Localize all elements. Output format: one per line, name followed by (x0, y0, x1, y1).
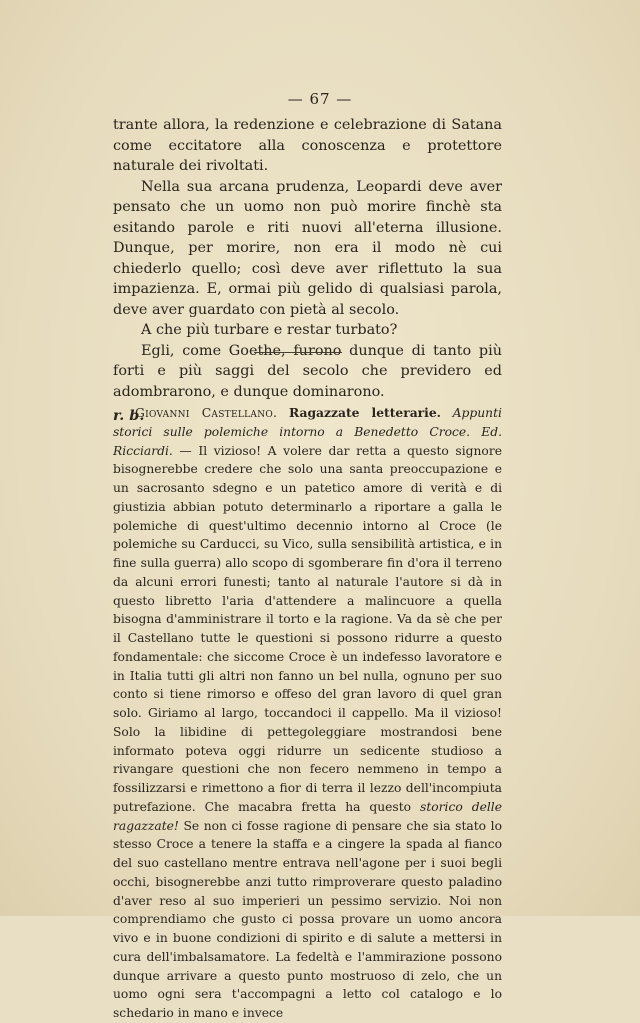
review-inline-title: storico delle ragazzate! (113, 799, 502, 833)
author-signature: r. b. (113, 407, 145, 424)
review-book-subtitle: Appunti storici sulle polemiche intorno a Benedetto Croce. Ed. Ricciardi. (113, 406, 502, 458)
essay-conclusion (113, 115, 502, 427)
review-body-part-2: Se non ci fosse ragione di pensare che sia stato lo stesso Croce a tenere la staffa e a cingere la spada al fianco del suo castellano mentre entrava nell'agone per i suoi begli occhi, bisognerebbe anzi tutto rimproverare questo paladino d'aver reso al suo imperieri un pessimo servizio. Noi non comprendiamo che gusto ci possa provare un uomo ancora vivo e in buone condizioni di spirito e di salute a mettersi in cura dell'imbalsamatore. La fedeltà e l'ammirazione possono dunque arrivare a questo punto mostruoso di zelo, che un uomo ogni sera t'accompagni a letto col catalogo e lo schedario in mano e invece (113, 818, 502, 1020)
page-number: — 67 — (287, 90, 353, 108)
paragraph-2: Nella sua arcana prudenza, Leopardi deve aver pensato che un uomo non può morire finchè sta esitando parole e riti nuovi all'eterna illusione. Dunque, per morire, non era il modo nè cui chiederlo quello; così deve aver riflettuto la sua impazienza. E, ormai più gelido di qualsiasi parola, deve aver guardato con pietà al secolo. (113, 178, 502, 318)
review-book-title: Ragazzate letterarie. (288, 405, 441, 420)
paragraph-3: A che più turbare e restar turbato? (141, 322, 398, 338)
review-paragraph (113, 404, 502, 1023)
section-divider (254, 352, 342, 353)
review-author: Giovanni Castellano. (135, 406, 278, 420)
paragraph-1: trante allora, la redenzione e celebrazione di Satana come eccitatore alla conoscenza e protettore naturale dei rivoltati. (113, 117, 502, 174)
book-review (113, 404, 502, 1023)
review-body-part-1: — Il vizioso! A volere dar retta a questo signore bisognerebbe credere che solo una santa preoccupazione e un sacrosanto sdegno e un patetico amore di verità e di giustizia abbian potuto determinarlo a riportare a galla le polemiche di quest'ultimo decennio intorno al Croce (le polemiche su Carducci, su Vico, sulla sensibilità artistica, e in fine sulla guerra) allo scopo di sgomberare fin d'ora il terreno da alcuni errori funesti; tanto al naturale l'autore si dà in questo libretto l'aria d'attendere a malincuore a quella bisogna d'amministrare il torto e la ragione. Va da sè che per il Castellano tutte le questioni si possono ridurre a questo fondamentale: che siccome Croce è un indefesso lavoratore e in Italia tutti gli altri non fanno un bel nulla, ognuno per suo conto si tiene rimorso e offeso del gran lavoro di quel gran solo. Giriamo al largo, toccandoci il cappello. Ma il vizioso! Solo la libidine di pettegoleggiare mostrandosi bene informato poteva oggi ridurre un sedicente studioso a rivangare questioni che non fecero nemmeno in tempo a fossilizzarsi e rimettono a fior di terra il lezzo dell'incompiuta putrefazione. Che macabra fretta ha questo (113, 443, 502, 814)
paragraph-4: Egli, come Goethe, furono dunque di tanto più forti e più saggi del secolo che previdero ed adombrarono, e dunque dominarono. (113, 342, 502, 400)
